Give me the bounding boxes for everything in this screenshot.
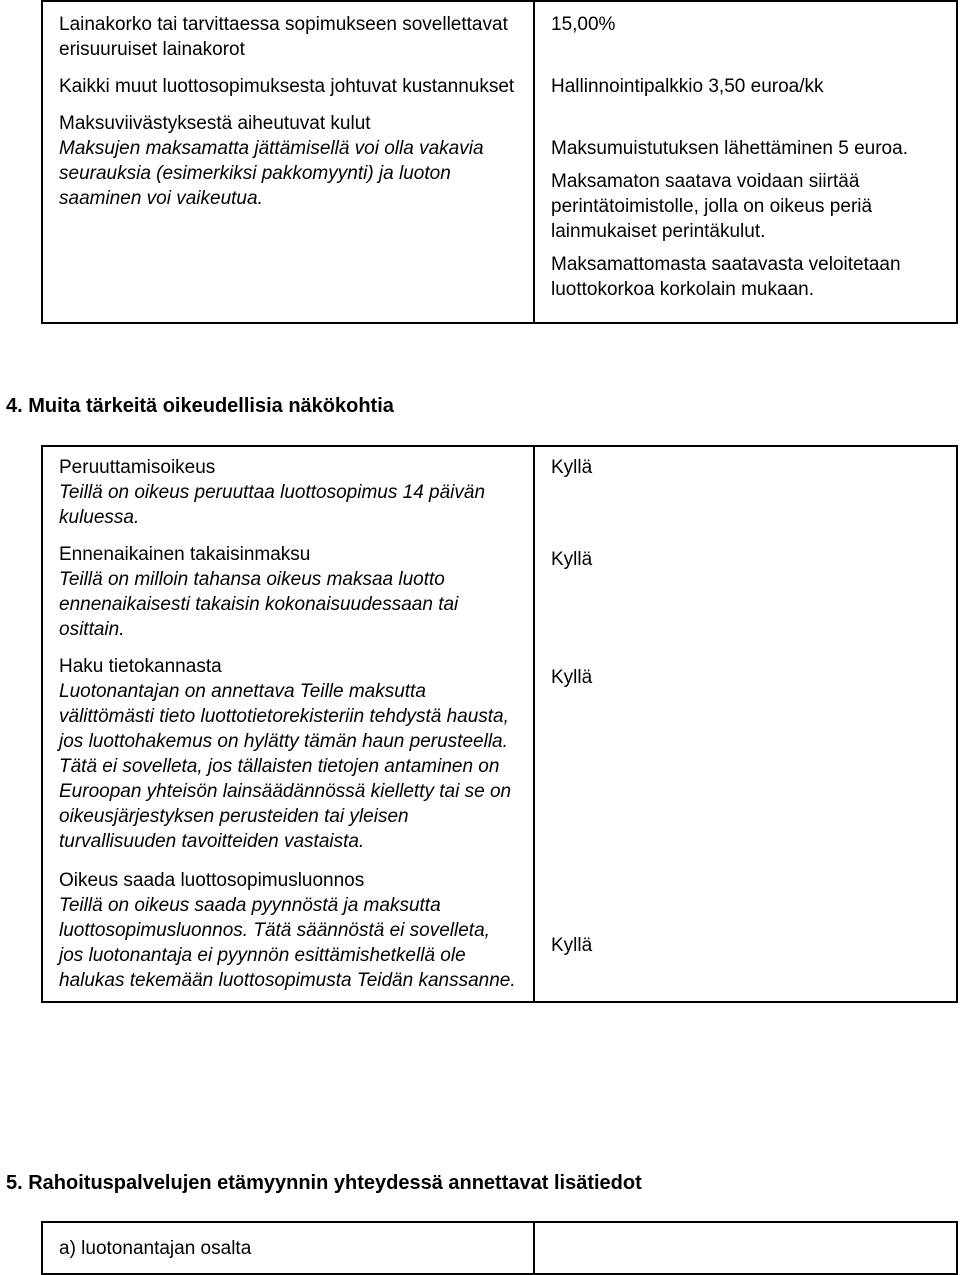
distance-selling-table xyxy=(41,1221,958,1275)
draft-agreement-value: Kyllä xyxy=(551,935,593,956)
draft-agreement-title: Oikeus saada luottosopimusluonnos xyxy=(59,870,365,891)
withdrawal-right-block xyxy=(59,455,517,530)
other-costs-label: Kaikki muut luottosopimuksesta johtuvat kustannukset xyxy=(59,76,515,97)
database-search-desc: Luotonantajan on annettava Teille maksutta välittömästi tieto luottotietorekisteriin tehdystä hausta, jos luottohakemus on hylätty tämän haun perusteella. Tätä ei sovelleta, jos tällaisten tietojen antaminen on Euroopan yhteisön lainsäädännössä kielletty tai se on oikeusjärjestyksen perusteiden tai yleisen turvallisuuden tavoitteiden vastaista. xyxy=(59,681,512,852)
database-search-title: Haku tietokannasta xyxy=(59,656,222,677)
lender-info-label: a) luotonantajan osalta xyxy=(42,1222,534,1274)
table-row xyxy=(42,1222,957,1274)
database-search-value: Kyllä xyxy=(551,667,593,688)
legal-values-cell xyxy=(534,446,957,1002)
late-payment-label: Maksuviivästyksestä aiheutuvat kulut xyxy=(59,113,371,134)
lender-info-value xyxy=(534,1222,957,1274)
costs-table xyxy=(41,0,958,324)
early-repayment-desc: Teillä on milloin tahansa oikeus maksaa luotto ennenaikaisesti takaisin kokonaisuudessaan tai osittain. xyxy=(59,569,459,640)
early-repayment-value: Kyllä xyxy=(551,549,593,570)
early-repayment-title: Ennenaikainen takaisinmaksu xyxy=(59,544,311,565)
costs-labels-cell xyxy=(42,1,534,323)
legal-aspects-cell xyxy=(42,446,534,1002)
admin-fee-value: Hallinnointipalkkio 3,50 euroa/kk xyxy=(551,76,824,97)
late-interest-note: Maksamattomasta saatavasta veloitetaan luottokorkoa korkolain mukaan. xyxy=(551,254,901,300)
database-search-block xyxy=(59,654,517,854)
withdrawal-right-value: Kyllä xyxy=(551,457,593,478)
table-row xyxy=(42,446,957,1002)
section-4-heading: 4. Muita tärkeitä oikeudellisia näkökohtia xyxy=(6,395,394,417)
withdrawal-right-title: Peruuttamisoikeus xyxy=(59,457,216,478)
legal-aspects-table xyxy=(41,445,958,1003)
late-payment-warning: Maksujen maksamatta jättämisellä voi olla vakavia seurauksia (esimerkiksi pakkomyynti) ja luoton saaminen voi vaikeutua. xyxy=(59,138,484,209)
reminder-fee-value: Maksumuistutuksen lähettäminen 5 euroa. xyxy=(551,138,908,159)
draft-agreement-desc: Teillä on oikeus saada pyynnöstä ja maksutta luottosopimusluonnos. Tätä säännöstä ei sovelleta, jos luotonantaja ei pyynnön esittämishetkellä ole halukas tekemään luottosopimusta Teidän kanssanne. xyxy=(59,895,516,991)
late-payment-block xyxy=(59,111,517,211)
collection-note: Maksamaton saatava voidaan siirtää perintätoimistolle, jolla on oikeus periä lainmukaiset perintäkulut. xyxy=(551,171,873,242)
early-repayment-block xyxy=(59,542,517,642)
interest-rate-value: 15,00% xyxy=(551,14,616,35)
costs-values-cell xyxy=(534,1,957,323)
section-5-heading: 5. Rahoituspalvelujen etämyynnin yhteydessä annettavat lisätiedot xyxy=(6,1172,642,1194)
withdrawal-right-desc: Teillä on oikeus peruuttaa luottosopimus 14 päivän kuluessa. xyxy=(59,482,486,528)
table-row xyxy=(42,1,957,323)
interest-rate-label: Lainakorko tai tarvittaessa sopimukseen sovellettavat erisuuruiset lainakorot xyxy=(59,14,508,60)
draft-agreement-block xyxy=(59,868,517,993)
